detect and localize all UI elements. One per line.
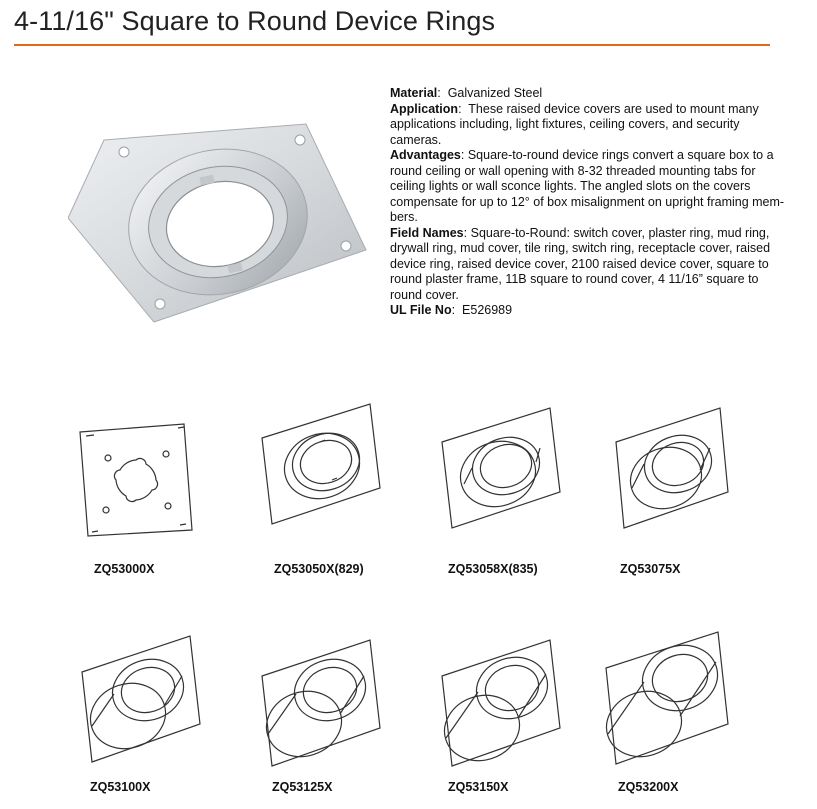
ul-file-value: E526989 (462, 303, 513, 317)
raised-ring-icon (76, 632, 206, 768)
field-names-separator: : (463, 225, 468, 240)
application-separator: : (458, 101, 462, 116)
ul-file-line (390, 303, 790, 319)
product-photo (68, 118, 374, 326)
raised-ring-icon (256, 636, 386, 772)
product-code: ZQ53150X (448, 780, 509, 794)
product-code: ZQ53050X(829) (274, 562, 364, 576)
field-names-line (390, 226, 790, 304)
raised-ring-icon (610, 404, 734, 534)
raised-ring-icon (256, 400, 386, 530)
advantages-value: Square-to-round device rings convert a square box to a round ceiling or wall opening with 8-32 threaded mounting tabs for ceiling lights or wall sconce lights. The angled slots on the covers compensate for up to 12° of box misalignment on upright framing mem-bers. (390, 148, 785, 224)
product-code: ZQ53058X(835) (448, 562, 538, 576)
field-names-label: Field Names (390, 225, 464, 240)
raised-ring-icon (436, 636, 566, 772)
product-code: ZQ53100X (90, 780, 151, 794)
ul-file-separator: : (451, 303, 456, 317)
material-value: Galvanized Steel (447, 86, 543, 100)
product-code: ZQ53000X (94, 562, 155, 576)
product-description (390, 86, 790, 319)
product-code: ZQ53075X (620, 562, 681, 576)
material-line (390, 86, 790, 102)
raised-ring-icon (600, 628, 736, 772)
application-line (390, 102, 790, 149)
application-label: Application (390, 101, 459, 116)
material-separator: : (437, 86, 441, 100)
ul-file-label: UL File No (390, 303, 452, 317)
page-title: 4-11/16" Square to Round Device Rings (14, 6, 496, 36)
advantages-label: Advantages (390, 148, 461, 162)
material-label: Material (390, 86, 438, 100)
flat-plate-icon (76, 418, 196, 538)
raised-ring-icon (436, 404, 566, 534)
product-code: ZQ53200X (618, 780, 679, 794)
advantages-line (390, 148, 790, 226)
advantages-separator: : (460, 148, 465, 162)
field-names-value: Square-to-Round: switch cover, plaster ring, mud ring, drywall ring, mud cover, tile ring, switch ring, receptacle cover, raised device ring, raised device cover, 2100 raised device cover, square to round plaster frame, 11B square to round cover, 4 11/16” square to round cover. (390, 225, 771, 302)
product-code: ZQ53125X (272, 780, 333, 794)
title-underline (14, 44, 770, 46)
application-value: These raised device covers are used to mount many applications including, light fixtures, ceiling covers, and security cameras. (390, 101, 759, 147)
